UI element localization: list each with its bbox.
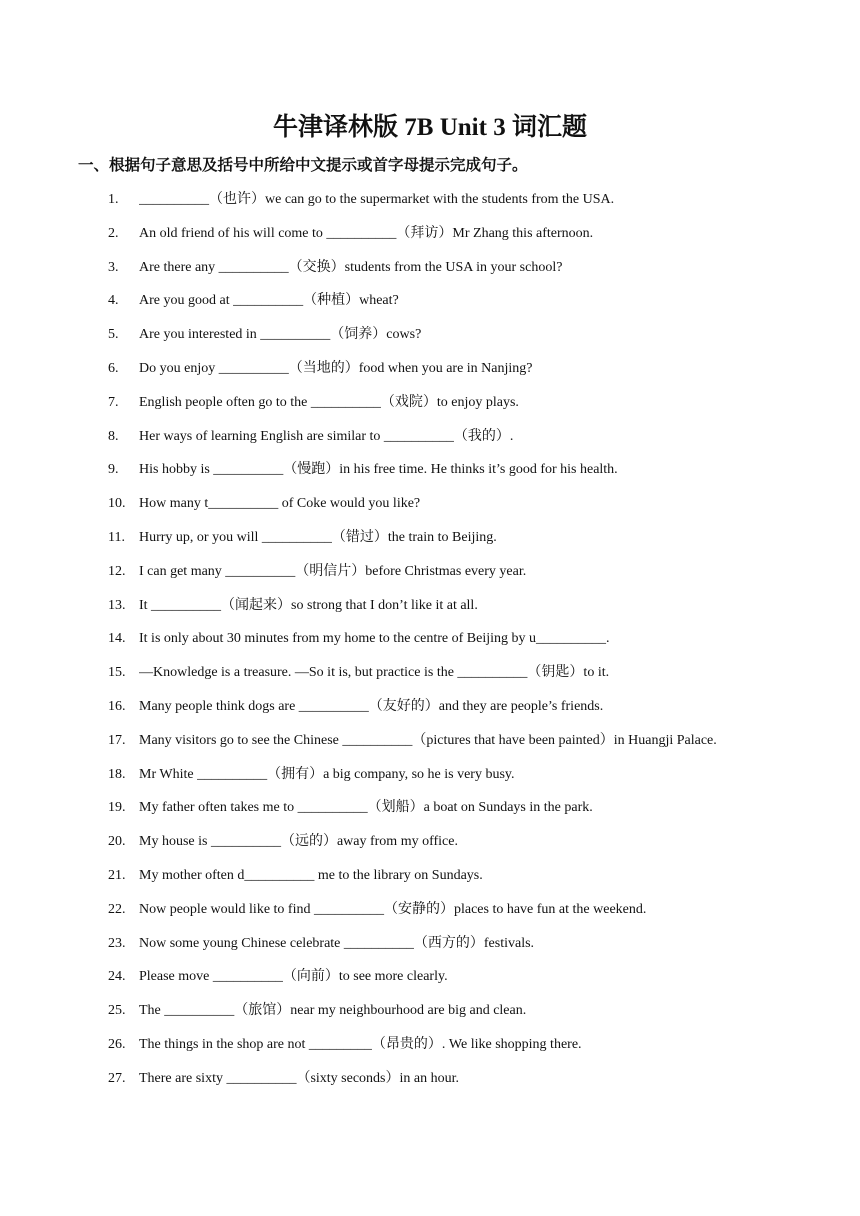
question-text: My mother often d__________ me to the library on Sundays.	[139, 867, 483, 883]
question-text: The __________（旅馆）near my neighbourhood are big and clean.	[139, 1003, 527, 1019]
question-item	[0, 524, 860, 558]
question-item	[0, 592, 860, 626]
question-text: My house is __________（远的）away from my office.	[139, 834, 458, 850]
question-text: There are sixty __________（sixty seconds）in an hour.	[139, 1070, 460, 1086]
question-item	[0, 997, 860, 1031]
question-text: Hurry up, or you will __________（错过）the train to Beijing.	[139, 529, 497, 545]
question-text: I can get many __________（明信片）before Christmas every year.	[139, 563, 527, 579]
question-number: 19.	[108, 800, 126, 816]
question-text: Many visitors go to see the Chinese __________（pictures that have been painted）in Huangji Palace.	[139, 732, 717, 748]
question-item	[0, 625, 860, 659]
question-number: 18.	[108, 766, 126, 782]
question-item	[0, 1065, 860, 1099]
question-number: 20.	[108, 834, 126, 850]
question-text: Do you enjoy __________（当地的）food when you are in Nanjing?	[139, 360, 533, 376]
question-number: 16.	[108, 698, 126, 714]
question-text: Her ways of learning English are similar to __________（我的）.	[139, 428, 514, 444]
question-number: 7.	[108, 394, 119, 410]
question-text: Are you good at __________（种植）wheat?	[139, 293, 399, 309]
question-item	[0, 490, 860, 524]
question-text: —Knowledge is a treasure. —So it is, but practice is the __________（钥匙）to it.	[139, 665, 610, 681]
question-text: Now some young Chinese celebrate __________（西方的）festivals.	[139, 935, 535, 951]
question-text: It __________（闻起来）so strong that I don’t like it at all.	[139, 597, 478, 613]
question-text: Now people would like to find __________（安静的）places to have fun at the weekend.	[139, 901, 647, 917]
question-item	[0, 423, 860, 457]
question-text: The things in the shop are not _________（昂贵的）. We like shopping there.	[139, 1036, 582, 1052]
question-number: 14.	[108, 631, 126, 647]
question-text: Many people think dogs are __________（友好的）and they are people’s friends.	[139, 698, 604, 714]
question-number: 3.	[108, 259, 119, 275]
question-number: 26.	[108, 1036, 126, 1052]
document-title: 牛津译林版 7B Unit 3 词汇题	[273, 114, 587, 141]
question-text: Are you interested in __________（饲养）cows?	[139, 327, 422, 343]
question-text: My father often takes me to __________（划船）a boat on Sundays in the park.	[139, 800, 593, 816]
question-item	[0, 828, 860, 862]
question-item	[0, 794, 860, 828]
question-item	[0, 761, 860, 795]
question-number: 8.	[108, 428, 119, 444]
question-number: 21.	[108, 867, 126, 883]
question-number: 6.	[108, 360, 119, 376]
question-item	[0, 896, 860, 930]
question-item	[0, 220, 860, 254]
question-item	[0, 659, 860, 693]
question-number: 5.	[108, 327, 119, 343]
question-item	[0, 355, 860, 389]
question-number: 9.	[108, 462, 119, 478]
question-number: 25.	[108, 1003, 126, 1019]
question-item	[0, 963, 860, 997]
question-number: 1.	[108, 192, 119, 207]
question-text: Are there any __________（交换）students from the USA in your school?	[139, 259, 563, 275]
question-number: 22.	[108, 901, 126, 917]
question-text: Please move __________（向前）to see more clearly.	[139, 969, 448, 985]
question-text: Mr White __________（拥有）a big company, so he is very busy.	[139, 766, 515, 782]
question-item	[0, 254, 860, 288]
question-number: 17.	[108, 732, 126, 748]
question-item	[0, 287, 860, 321]
question-item	[0, 727, 860, 761]
question-item	[0, 693, 860, 727]
question-number: 24.	[108, 969, 126, 985]
question-list	[0, 186, 860, 1099]
question-item	[0, 389, 860, 423]
question-item	[0, 930, 860, 964]
question-item	[0, 558, 860, 592]
question-text: An old friend of his will come to __________（拜访）Mr Zhang this afternoon.	[139, 225, 594, 241]
question-number: 23.	[108, 935, 126, 951]
question-number: 11.	[108, 529, 125, 545]
section-heading: 一、根据句子意思及括号中所给中文提示或首字母提示完成句子。	[78, 156, 528, 174]
question-item	[0, 1031, 860, 1065]
question-item	[0, 862, 860, 896]
question-item	[0, 321, 860, 355]
question-number: 2.	[108, 225, 119, 241]
question-number: 13.	[108, 597, 126, 613]
question-text: English people often go to the __________（戏院）to enjoy plays.	[139, 394, 519, 410]
question-text: His hobby is __________（慢跑）in his free time. He thinks it’s good for his health.	[139, 462, 618, 478]
question-text: How many t__________ of Coke would you like?	[139, 496, 421, 512]
question-number: 12.	[108, 563, 126, 579]
question-number: 4.	[108, 293, 119, 309]
question-number: 15.	[108, 665, 126, 681]
question-text: __________（也许）we can go to the supermarket with the students from the USA.	[139, 192, 615, 207]
question-text: It is only about 30 minutes from my home to the centre of Beijing by u__________.	[139, 631, 610, 647]
question-item	[0, 186, 860, 220]
question-number: 27.	[108, 1070, 126, 1086]
question-item	[0, 456, 860, 490]
question-number: 10.	[108, 496, 126, 512]
